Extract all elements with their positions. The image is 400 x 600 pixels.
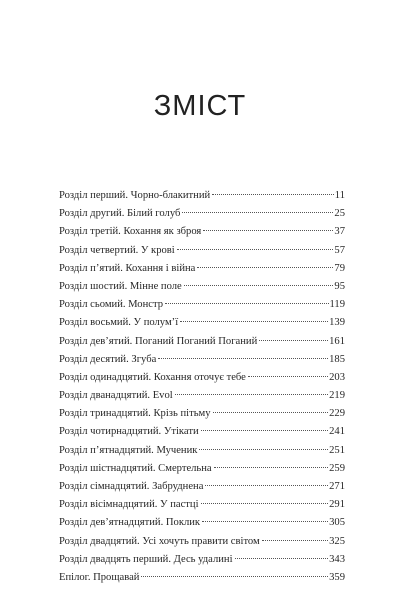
toc-chapter-title: Розділ шостий. Мінне поле [59,280,182,292]
toc-dot-leader [175,394,328,395]
page-title: ЗМІСТ [153,90,247,122]
toc-dot-leader [184,285,334,286]
toc-entry [59,296,345,314]
toc-chapter-title: Розділ десятий. Згуба [59,353,157,365]
toc-entry [59,496,345,514]
toc-page-number: 219 [329,390,345,402]
toc-entry [59,514,345,532]
toc-dot-leader [201,430,328,431]
toc-page-number: 343 [329,553,345,565]
toc-page-number: 359 [329,571,345,583]
toc-page-number: 271 [329,481,345,492]
toc-dot-leader [201,503,329,504]
toc-entry [59,369,345,387]
toc-entry [59,205,345,223]
toc-dot-leader [212,194,334,195]
toc-page-number: 25 [334,208,345,220]
toc-dot-leader [141,576,328,577]
toc-entry [59,442,345,460]
toc-page-number: 37 [334,226,345,238]
toc-dot-leader [262,540,328,541]
toc-chapter-title: Розділ п’ятнадцятий. Мученик [59,444,198,456]
toc-dot-leader [202,521,328,522]
toc-page-number: 203 [329,371,345,383]
toc-page-number: 119 [329,299,345,311]
toc-chapter-title: Розділ тринадцятий. Крізь пітьму [59,408,211,420]
toc-chapter-title: Розділ двадцять перший. Десь удалині [59,553,233,565]
toc-chapter-title: Розділ сімнадцятий. Забруднена [59,481,204,492]
toc-dot-leader [182,212,333,213]
toc-page-number: 95 [334,280,345,292]
toc-entry [59,551,345,569]
toc-entry [59,314,345,332]
toc-page-number: 241 [329,426,345,438]
toc-chapter-title: Розділ дев’ятнадцятий. Поклик [59,517,201,529]
toc-entry [59,478,345,496]
toc-dot-leader [199,449,328,450]
toc-chapter-title: Розділ восьмий. У полум’ї [59,317,179,329]
toc-entry [59,333,345,351]
toc-entry [59,351,345,369]
toc-chapter-title: Розділ четвертий. У крові [59,244,175,256]
toc-dot-leader [177,249,334,250]
toc-dot-leader [205,485,328,486]
toc-entry [59,223,345,241]
toc-dot-leader [259,340,328,341]
toc-chapter-title: Розділ чотирнадцятий. Утікати [59,426,199,438]
toc-chapter-title: Розділ шістнадцятий. Смертельна [59,462,212,474]
toc-page-number: 79 [334,262,345,274]
toc-entry [59,242,345,260]
toc-dot-leader [235,558,329,559]
toc-page-number: 259 [329,462,345,474]
toc-chapter-title: Розділ сьомий. Монстр [59,299,164,311]
toc-page-number: 161 [329,335,345,347]
toc-dot-leader [158,358,328,359]
toc-chapter-title: Розділ перший. Чорно-блакитний [59,190,211,201]
toc-page-number: 305 [329,517,345,529]
toc-entry [59,423,345,441]
toc-dot-leader [180,321,328,322]
toc-page-number: 229 [329,408,345,420]
toc-entry [59,533,345,551]
toc-chapter-title: Розділ другий. Білий голуб [59,208,181,220]
toc-chapter-title: Розділ вісімнадцятий. У пастці [59,499,199,511]
toc-chapter-title: Розділ п’ятий. Кохання і війна [59,262,196,274]
toc-dot-leader [165,303,328,304]
toc-dot-leader [203,230,333,231]
toc-page-number: 251 [329,444,345,456]
toc-page-number: 11 [334,190,345,201]
toc-chapter-title: Розділ двадцятий. Усі хочуть правити світом [59,535,260,547]
toc-page-number: 139 [329,317,345,329]
toc-page-number: 185 [329,353,345,365]
toc-page-number: 325 [329,535,345,547]
toc-chapter-title: Епілог. Прощавай [59,571,140,583]
toc-entry [59,278,345,296]
toc-dot-leader [214,467,328,468]
toc-entry [59,405,345,423]
toc-dot-leader [213,412,329,413]
toc-page-number: 57 [334,244,345,256]
toc-chapter-title: Розділ третій. Кохання як зброя [59,226,202,238]
toc-entry [59,260,345,278]
toc-entry [59,569,345,587]
toc-chapter-title: Розділ одинадцятий. Кохання оточує тебе [59,371,246,383]
toc-dot-leader [197,267,333,268]
toc-entry [59,187,345,205]
toc-page-number: 291 [329,499,345,511]
table-of-contents [59,187,345,587]
toc-chapter-title: Розділ дванадцятий. Evol [59,390,173,402]
toc-chapter-title: Розділ дев’ятий. Поганий Поганий Поганий [59,335,258,347]
toc-dot-leader [248,376,328,377]
toc-entry [59,460,345,478]
toc-entry [59,387,345,405]
